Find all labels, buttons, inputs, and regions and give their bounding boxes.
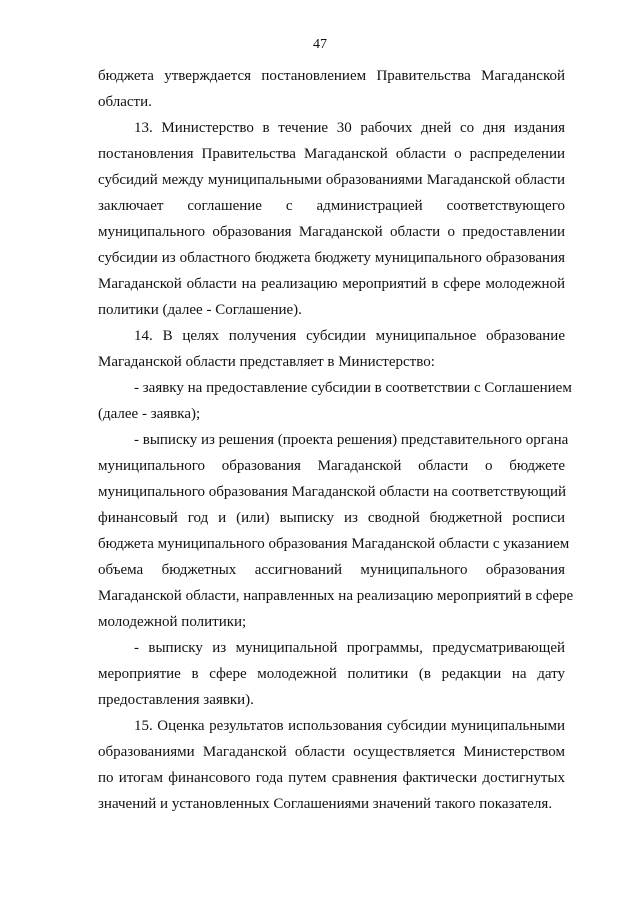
text-line: Магаданской области на реализацию мероприятий в сфере молодежной: [98, 276, 565, 292]
paragraph-13-start: 13. Министерство в течение 30 рабочих дней со дня издания: [134, 120, 565, 136]
text-line: объема бюджетных ассигнований муниципального образования: [98, 562, 565, 578]
text-line: молодежной политики;: [98, 614, 247, 630]
text-line: субсидий между муниципальными образованиями Магаданской области: [98, 172, 565, 188]
text-line: финансовый год и (или) выписку из сводной бюджетной росписи: [98, 510, 565, 526]
text-line: по итогам финансового года путем сравнения фактически достигнутых: [98, 770, 565, 786]
paragraph-15-start: 15. Оценка результатов использования субсидии муниципальными: [134, 718, 565, 734]
text-line: субсидии из областного бюджета бюджету муниципального образования: [98, 250, 565, 266]
document-body: [98, 63, 574, 817]
text-line: бюджета муниципального образования Магаданской области с указанием: [98, 536, 570, 552]
text-line: заключает соглашение с администрацией соответствующего: [98, 198, 565, 214]
text-line: муниципального образования Магаданской области на соответствующий: [98, 484, 567, 500]
list-item-budget-extract: - выписку из решения (проекта решения) представительного органа: [134, 432, 569, 448]
text-line: предоставления заявки).: [98, 692, 254, 708]
page-number: 47: [313, 37, 327, 52]
text-line: значений и установленных Соглашениями значений такого показателя.: [98, 796, 553, 812]
text-line: муниципального образования Магаданской области о бюджете: [98, 458, 565, 474]
paragraph-14-start: 14. В целях получения субсидии муниципальное образование: [134, 328, 565, 344]
text-line: образованиями Магаданской области осуществляется Министерством: [98, 744, 565, 760]
text-line: Магаданской области представляет в Министерство:: [98, 354, 435, 370]
list-item-application: - заявку на предоставление субсидии в соответствии с Соглашением: [134, 380, 572, 396]
text-line: Магаданской области, направленных на реализацию мероприятий в сфере: [98, 588, 574, 604]
text-line: постановления Правительства Магаданской области о распределении: [98, 146, 565, 162]
text-line: области.: [98, 94, 152, 110]
text-line: муниципального образования Магаданской области о предоставлении: [98, 224, 565, 240]
text-line: (далее - заявка);: [98, 406, 201, 422]
text-line: политики (далее - Соглашение).: [98, 302, 302, 318]
text-line: мероприятие в сфере молодежной политики (в редакции на дату: [98, 666, 565, 682]
text-line: бюджета утверждается постановлением Правительства Магаданской: [98, 68, 565, 84]
list-item-program-extract: - выписку из муниципальной программы, предусматривающей: [134, 640, 565, 656]
